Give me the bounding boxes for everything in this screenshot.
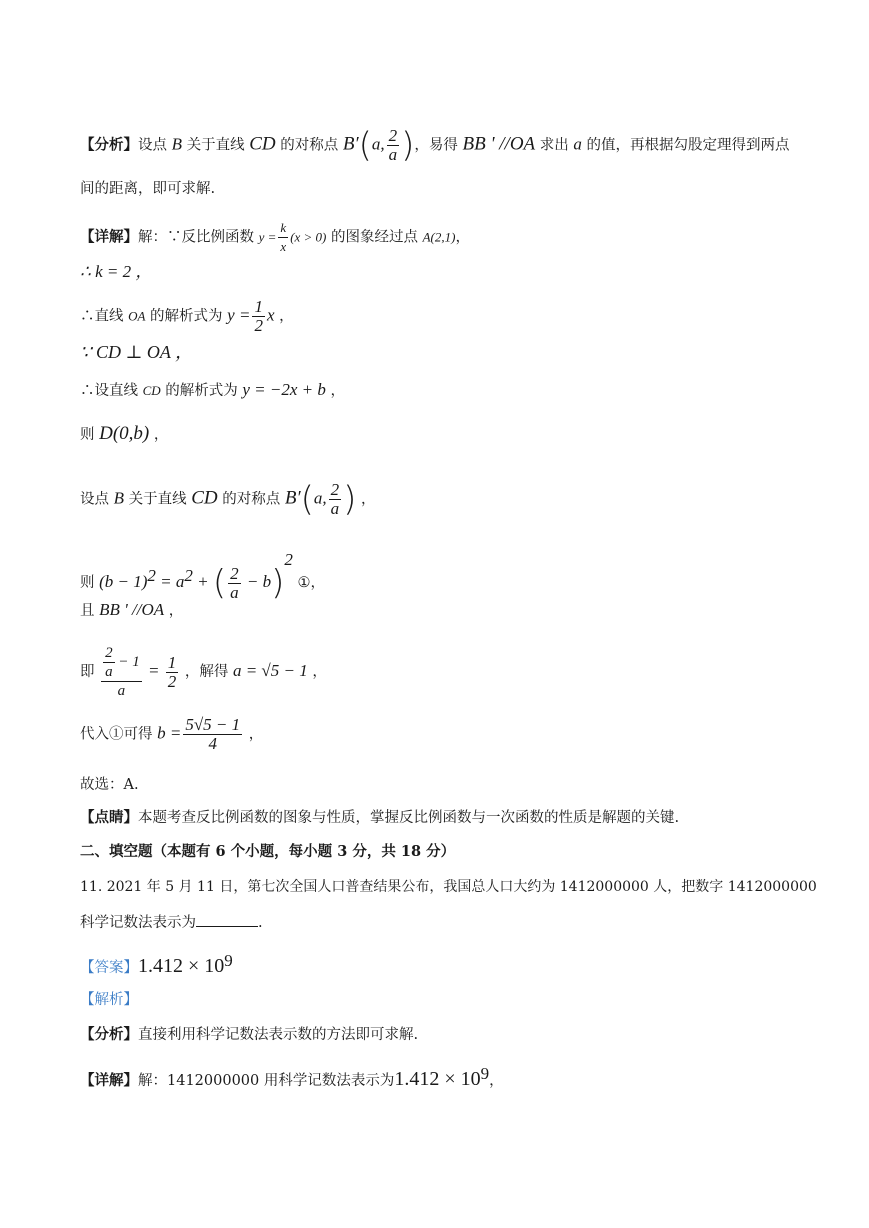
d-point-line: 则 D(0,b) ， — [80, 423, 169, 444]
equation-one-line: 则 $(b - 1)^2 = a^2$ + ( $\frac{2}{a}$ − b)$^2$ ①， — [80, 550, 325, 603]
answer-line: 【答案】$1.412 \times 10^9$ — [80, 951, 233, 977]
oa-equation-line: ∴直线 OA 的解析式为 y = $\frac{1}{2}$ x ， — [80, 297, 294, 335]
comment-line: 【点睛】本题考查反比例函数的图象与性质，掌握反比例函数与一次函数的性质是解题的关键. — [80, 809, 680, 826]
analysis-line-q11: 【分析】直接利用科学记数法表示数的方法即可求解. — [80, 1026, 419, 1043]
solve-b-line: 代入①可得 b = $\frac{5√5 - 1}{4}$ ， — [80, 715, 264, 753]
answer-choice-line: 故选：A. — [80, 777, 139, 793]
detail-line-q11: 【详解】解：1412000000 用科学记数法表示为$1.412 \times 10^9$， — [80, 1064, 504, 1090]
solve-a-line: 即 $\frac{2}{a}$ − 1 a = $\frac{1}{2}$ ，解得 a = √5 − 1 ， — [80, 645, 327, 699]
detail-line-1: 【详解】解：∵反比例函数 y = $\frac{k}{x}$ (x > 0) 的图象经过点 A(2,1)， — [80, 220, 470, 254]
analysis-heading: 【解析】 — [80, 992, 138, 1008]
symmetric-point-line: 设点 B 关于直线 CD 的对称点 B′(a, $\frac{2}{a}$ ) ， — [80, 479, 376, 520]
question-11-line-2: 科学记数法表示为 . — [80, 912, 263, 933]
cd-equation-line: ∴设直线 CD 的解析式为 y = −2x + b ， — [80, 380, 346, 399]
answer-blank — [196, 912, 258, 927]
k-equals-line: ∴ k = 2 ， — [80, 262, 153, 281]
perpendicular-line: ∵ CD ⊥ OA ， — [80, 342, 194, 362]
parallel-line: 且 BB ' //OA ， — [80, 600, 184, 619]
question-11-line-1: 11. 2021 年 5 月 11 日，第七次全国人口普查结果公布，我国总人口大约为 1412000000 人，把数字 1412000000 — [80, 879, 817, 895]
analysis-line-1: 【分析】设点 B 关于直线 CD 的对称点 B′(a, $\frac{2}{a}$ )，易得 BB ' //OA 求出 a 的值，再根据勾股定理得到两点 — [80, 125, 790, 166]
section-heading: 二、填空题（本题有 6 个小题，每小题 3 分，共 18 分） — [80, 843, 456, 860]
analysis-tag: 【分析】 — [80, 136, 138, 154]
analysis-line-2: 间的距离，即可求解. — [80, 181, 216, 197]
